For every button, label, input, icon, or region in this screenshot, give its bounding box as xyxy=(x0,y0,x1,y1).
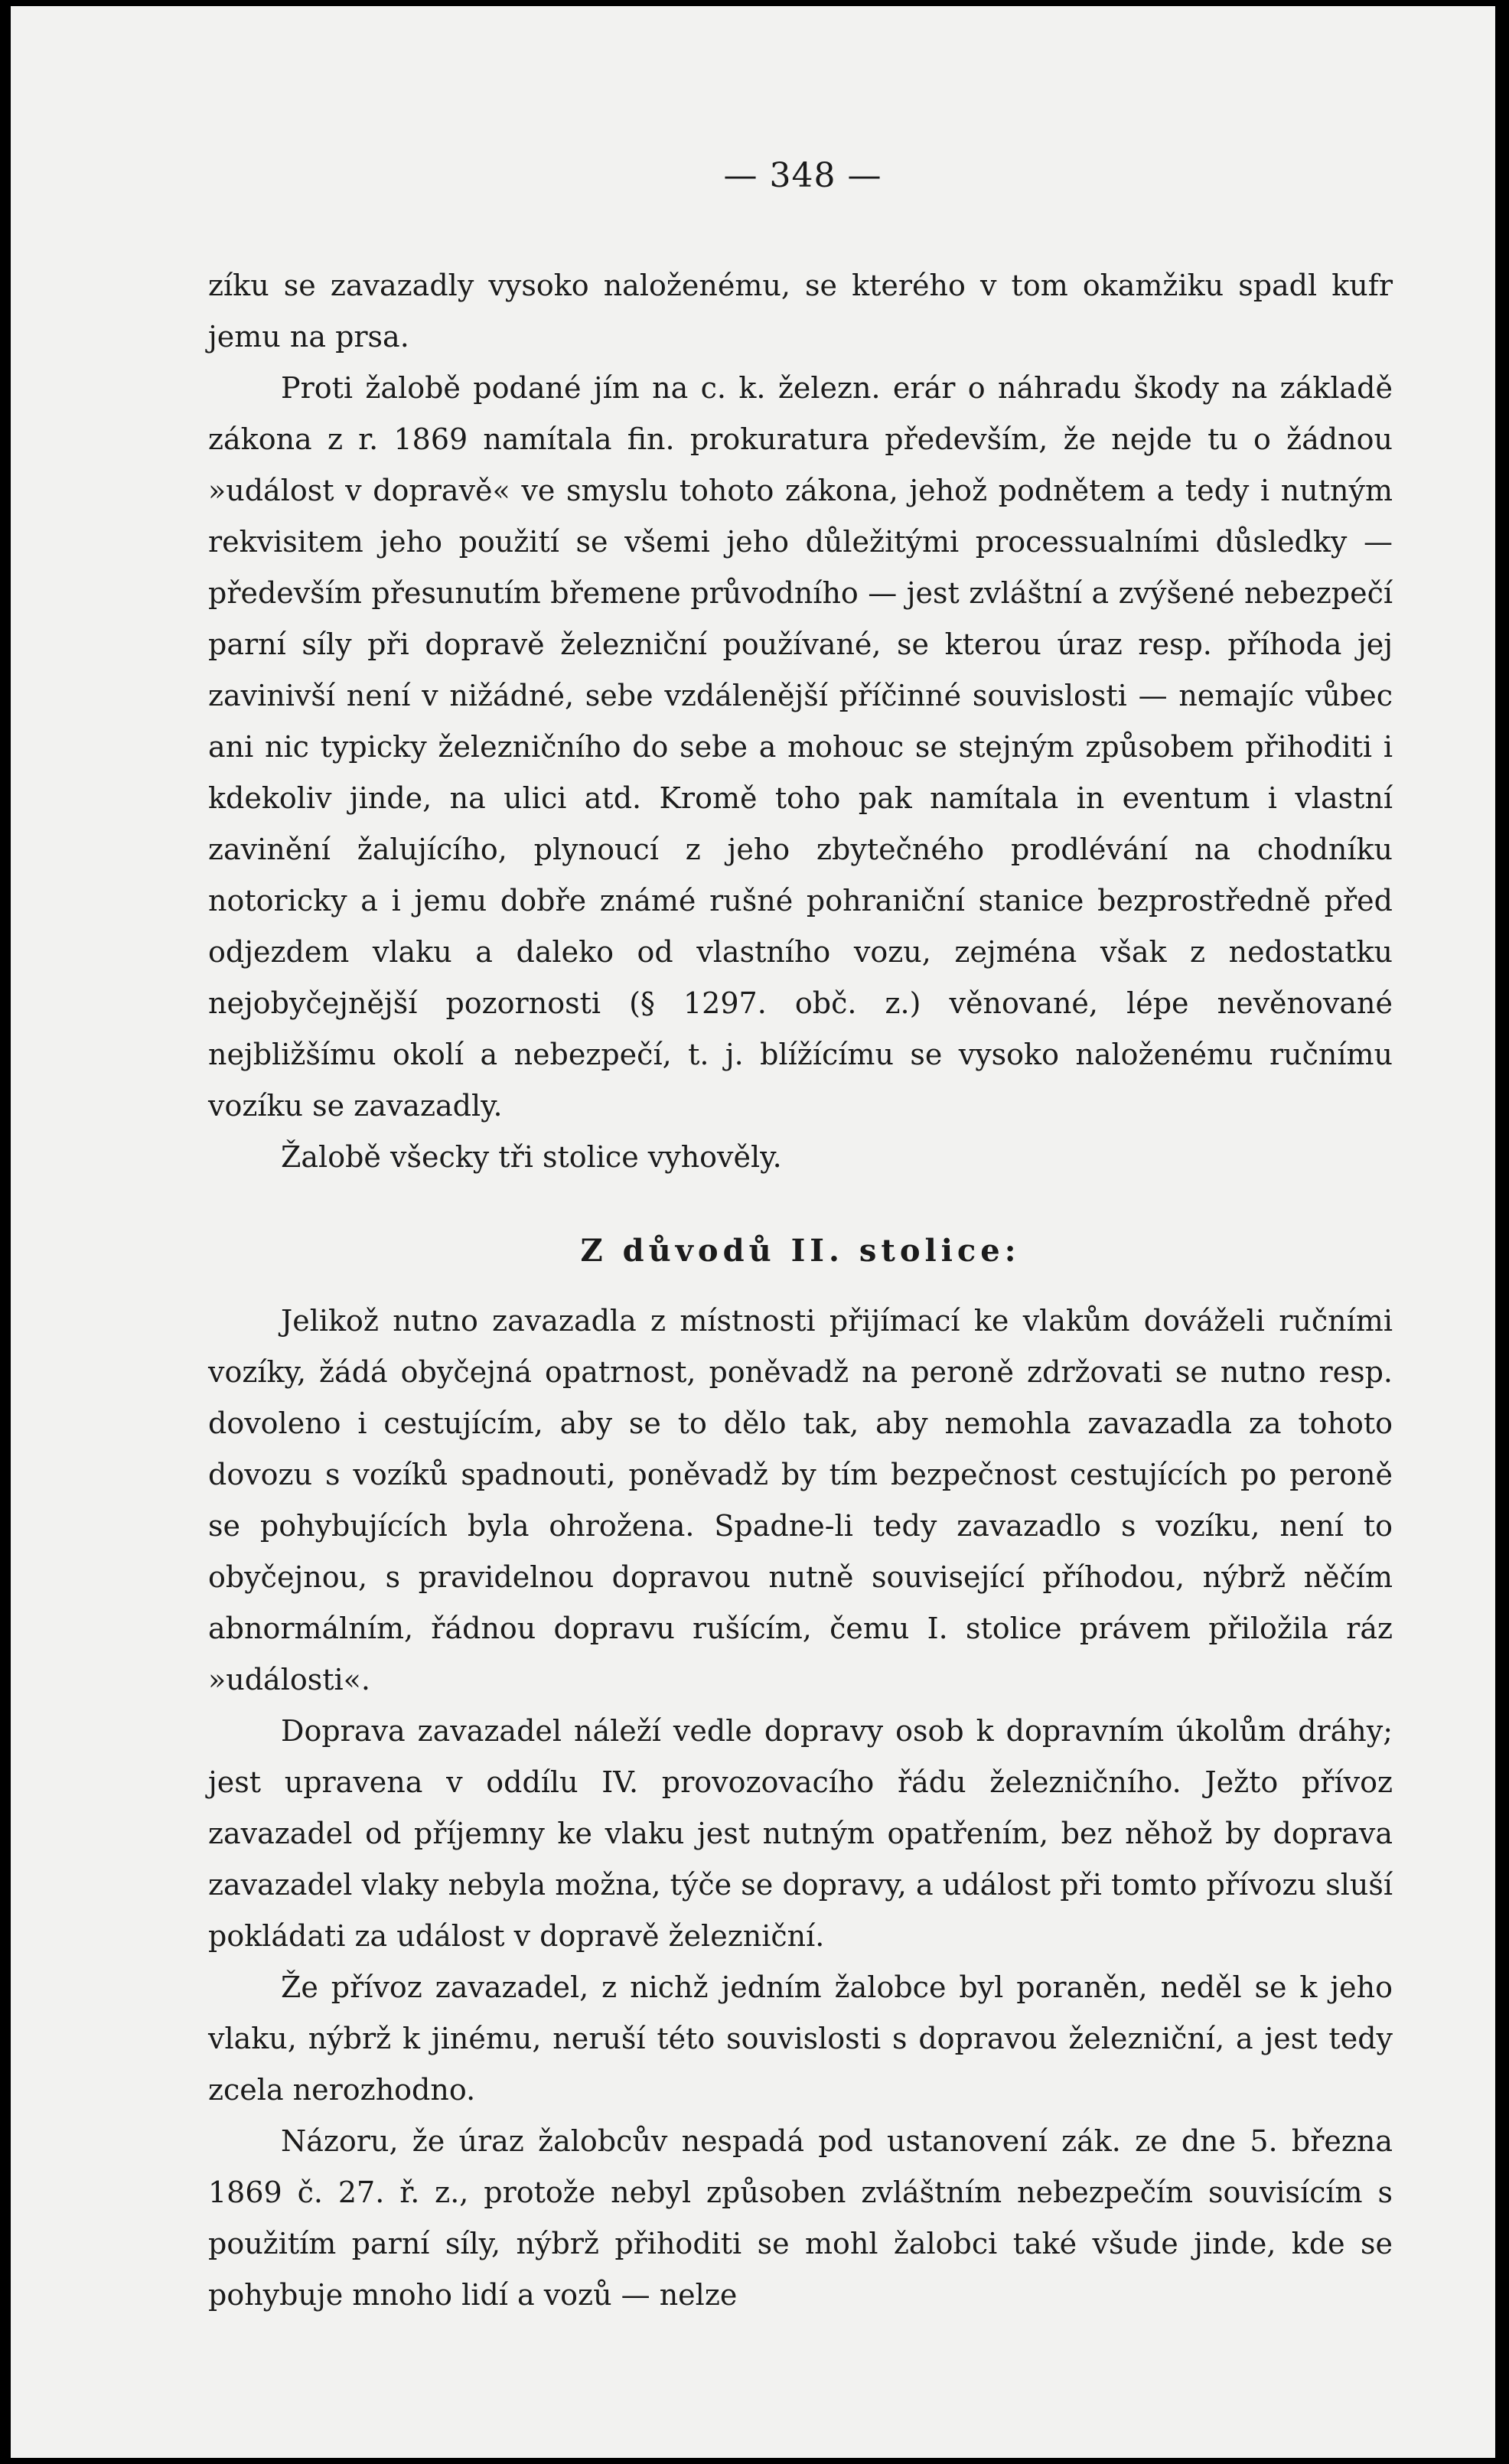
paragraph-reason-4: Názoru, že úraz žalobcův nespadá pod ustanovení zák. ze dne 5. března 1869 č. 27. ř. z., protože nebyl způsoben zvláštním nebezpečím souvisícím s použitím parní síly, nýbrž přihoditi se mohl žalobci také všude jinde, kde se pohybuje mnoho lidí a vozů — nelze xyxy=(208,2124,1393,2312)
paragraph-verdict: Žalobě všecky tři stolice vyhověly. xyxy=(281,1140,782,1174)
page-text xyxy=(208,260,1393,2321)
section-heading: Z důvodů II. stolice: xyxy=(580,1233,1021,1269)
paragraph-reason-3: Že přívoz zavazadel, z nichž jedním žalobce byl poraněn, neděl se k jeho vlaku, nýbrž k jinému, neruší této souvislosti s dopravou železniční, a jest tedy zcela nerozhodno. xyxy=(208,1970,1393,2107)
paragraph-objection: Proti žalobě podané jím na c. k. železn. erár o náhradu škody na základě zákona z r. 1869 namítala fin. prokuratura především, že nejde tu o žádnou »událost v dopravě« ve smyslu tohoto zákona, jehož podnětem a tedy i nutným rekvisitem jeho použití se všemi jeho důležitými processualními důsledky — především přesunutím břemene průvodního — jest zvláštní a zvýšené nebezpečí parní síly při dopravě železniční používané, se kterou úraz resp. příhoda jej zavinivší není v nižádné, sebe vzdálenější příčinné souvislosti — nemajíc vůbec ani nic typicky železničního do sebe a mohouc se stejným způsobem přihoditi i kdekoliv jinde, na ulici atd. Kromě toho pak namítala in eventum i vlastní zavinění žalujícího, plynoucí z jeho zbytečného prodlévání na chodníku notoricky a i jemu dobře známé rušné pohraniční stanice bezprostředně před odjezdem vlaku a daleko od vlastního vozu, zejména však z nedostatku nejobyčejnější pozornosti (§ 1297. obč. z.) věnované, lépe nevěnované nejbližšímu okolí a nebezpečí, t. j. blížícímu se vysoko naloženému ručnímu vozíku se zavazadly. xyxy=(208,371,1393,1123)
paragraph-continuation: zíku se zavazadly vysoko naloženému, se kterého v tom okamžiku spadl kufr jemu na prsa. xyxy=(208,269,1393,354)
page-number: — 348 — xyxy=(723,156,882,195)
book-page xyxy=(11,6,1495,2458)
paragraph-reason-2: Doprava zavazadel náleží vedle dopravy osob k dopravním úkolům dráhy; jest upravena v oddílu IV. provozovacího řádu železničního. Ježto přívoz zavazadel od příjemny ke vlaku jest nutným opatřením, bez něhož by doprava zavazadel vlaky nebyla možna, týče se dopravy, a událost při tomto přívozu sluší pokládati za událost v dopravě železniční. xyxy=(208,1714,1393,1953)
paragraph-reason-1: Jelikož nutno zavazadla z místnosti přijímací ke vlakům dováželi ručními vozíky, žádá obyčejná opatrnost, poněvadž na peroně zdržovati se nutno resp. dovoleno i cestujícím, aby se to dělo tak, aby nemohla zavazadla za tohoto dovozu s vozíků spadnouti, poněvadž by tím bezpečnost cestujících po peroně se pohybujících byla ohrožena. Spadne-li tedy zavazadlo s vozíku, není to obyčejnou, s pravidelnou dopravou nutně související příhodou, nýbrž něčím abnormálním, řádnou dopravu rušícím, čemu I. stolice právem přiložila ráz »události«. xyxy=(208,1304,1393,1696)
